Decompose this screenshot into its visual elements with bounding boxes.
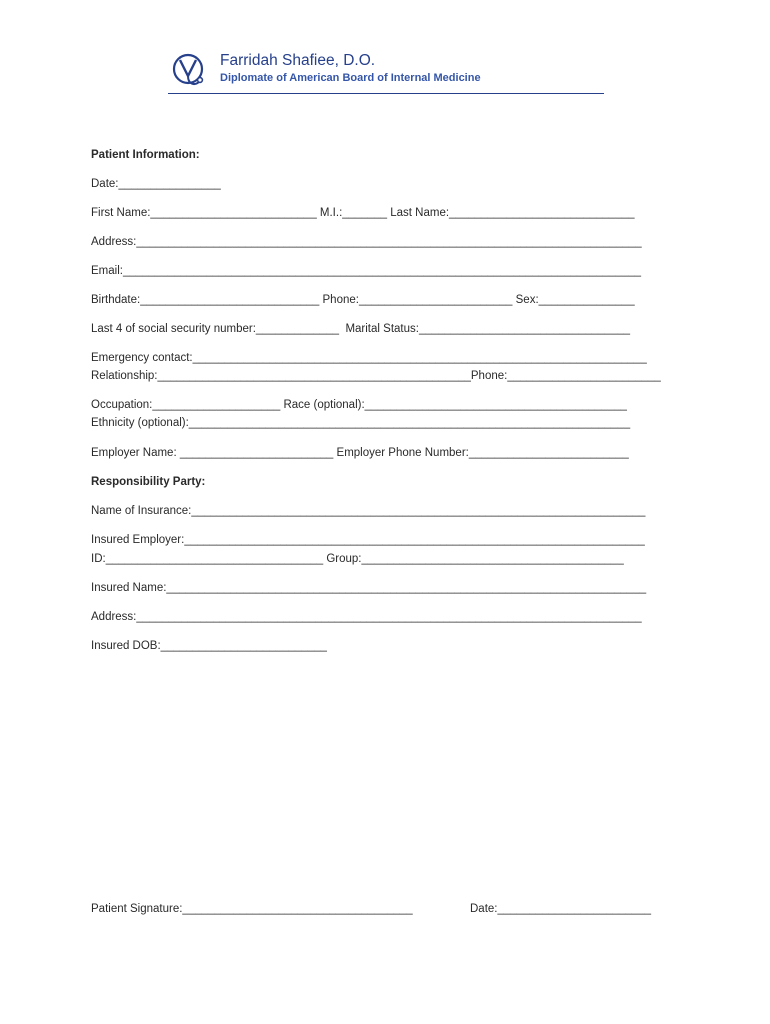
email-field[interactable]: Email:_________________________________________________________________________________ [91, 265, 642, 277]
letterhead [168, 48, 604, 96]
emergency-contact-field[interactable]: Emergency contact:_______________________________________________________________________ [91, 352, 647, 364]
doctor-credentials: Diplomate of American Board of Internal Medicine [220, 72, 481, 84]
occupation-race-row[interactable]: Occupation:____________________ Race (optional):_________________________________________ [91, 399, 627, 411]
relationship-phone-row[interactable]: Relationship:_________________________________________________Phone:________________________ [91, 370, 661, 382]
address-field[interactable]: Address:_______________________________________________________________________________ [91, 236, 642, 248]
patient-information-heading: Patient Information: [91, 149, 200, 161]
insured-name-field[interactable]: Insured Name:___________________________________________________________________________ [91, 582, 647, 594]
responsibility-party-heading: Responsibility Party: [91, 476, 206, 488]
insured-dob-field[interactable]: Insured DOB:__________________________ [91, 640, 327, 652]
ssn-marital-status-row[interactable]: Last 4 of social security number:_____________ Marital Status:_________________________________ [91, 323, 631, 335]
employer-row[interactable]: Employer Name: ________________________ Employer Phone Number:_________________________ [91, 447, 629, 459]
id-group-row[interactable]: ID:__________________________________ Group:_________________________________________ [91, 553, 624, 565]
patient-signature-field[interactable]: Patient Signature:____________________________________ [91, 903, 413, 915]
name-fields-row[interactable]: First Name:__________________________ M.I.:_______ Last Name:_____________________________ [91, 207, 635, 219]
insurance-name-field[interactable]: Name of Insurance:_______________________________________________________________________ [91, 505, 646, 517]
signature-date-field[interactable]: Date:________________________ [470, 903, 651, 915]
stethoscope-logo-icon [172, 52, 206, 90]
insured-address-field[interactable]: Address:_______________________________________________________________________________ [91, 611, 642, 623]
insured-employer-field[interactable]: Insured Employer:________________________________________________________________________ [91, 534, 645, 546]
header-divider [168, 93, 604, 94]
birthdate-phone-sex-row[interactable]: Birthdate:____________________________ Phone:________________________ Sex:_______________ [91, 294, 635, 306]
date-field[interactable]: Date:________________ [91, 178, 221, 190]
ethnicity-field[interactable]: Ethnicity (optional):_____________________________________________________________________ [91, 417, 631, 429]
doctor-name: Farridah Shafiee, D.O. [220, 52, 376, 69]
